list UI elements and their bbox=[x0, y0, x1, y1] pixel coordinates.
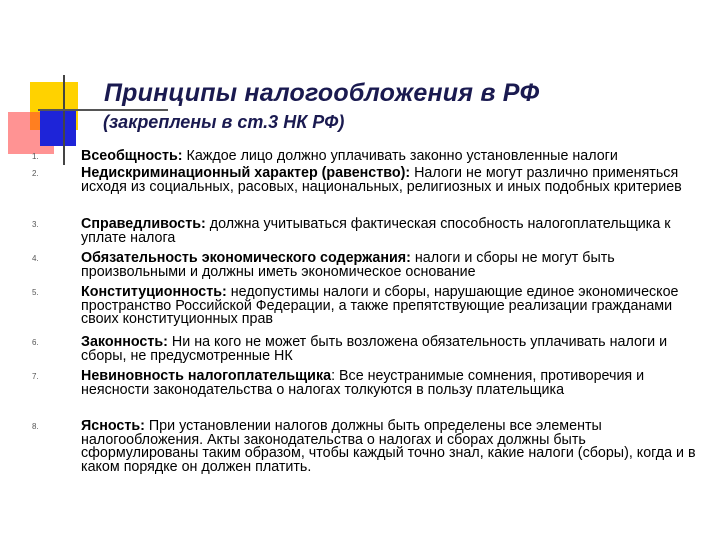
item-text: Каждое лицо должно уплачивать законно установленные налоги bbox=[182, 148, 618, 164]
item-label: Недискриминационный характер (равенство): bbox=[81, 165, 411, 181]
item-label: Ясность: bbox=[81, 418, 145, 434]
item-number: 8. bbox=[32, 422, 39, 431]
item-label: Законность: bbox=[81, 334, 168, 350]
item-text: При установлении налогов должны быть определены все элементы налогообложения. Акты законодательства о налогах и сборах должны быть сформулированы таким образом, чтобы каждый точно знал, какие налоги (сборы), когда и в каком порядке он должен платить. bbox=[81, 418, 696, 475]
item-number: 5. bbox=[32, 288, 39, 297]
item-label: Всеобщность: bbox=[81, 148, 183, 164]
decor-horizontal-line bbox=[38, 109, 168, 111]
item-label: Обязательность экономического содержания: bbox=[81, 250, 411, 266]
item-text: недопустимы налоги и сборы, нарушающие единое экономическое пространство Российской Федерации, а также препятствующие реализации гражданами своих конституционных прав bbox=[81, 284, 679, 328]
list-item bbox=[32, 368, 706, 398]
list-item bbox=[32, 148, 706, 164]
item-number: 6. bbox=[32, 338, 39, 347]
list-item bbox=[32, 216, 706, 246]
list-item bbox=[32, 284, 706, 328]
slide-subtitle: (закреплены в ст.3 НК РФ) bbox=[103, 112, 345, 132]
decor-blue-square bbox=[40, 110, 76, 146]
item-text: налоги и сборы не могут быть произвольными и должны иметь экономическое основание bbox=[81, 250, 615, 280]
item-label: Конституционность: bbox=[81, 284, 227, 300]
item-label: Невиновность налогоплательщика bbox=[81, 368, 332, 384]
item-text: должна учитываться фактическая способность налогоплательщика к уплате налога bbox=[81, 216, 671, 246]
item-number: 1. bbox=[32, 152, 39, 161]
item-text: Налоги не могут различно применяться исходя из социальных, расовых, национальных, религиозных и иных подобных критериев bbox=[81, 165, 682, 195]
decor-vertical-line bbox=[63, 75, 65, 165]
slide-title: Принципы налогообложения в РФ bbox=[104, 79, 540, 107]
item-number: 7. bbox=[32, 372, 39, 381]
item-text: : Все неустранимые сомнения, противоречия и неясности законодательства о налогах толкуются в пользу плательщика bbox=[81, 368, 645, 398]
list-item bbox=[32, 250, 706, 280]
item-number: 2. bbox=[32, 169, 39, 178]
list-item bbox=[32, 334, 706, 364]
list-item bbox=[32, 165, 706, 195]
item-label: Справедливость: bbox=[81, 216, 206, 232]
item-number: 3. bbox=[32, 220, 39, 229]
item-number: 4. bbox=[32, 254, 39, 263]
list-item bbox=[32, 418, 706, 475]
item-text: Ни на кого не может быть возложена обязательность уплачивать налоги и сборы, не предусмотренные НК bbox=[81, 334, 668, 364]
